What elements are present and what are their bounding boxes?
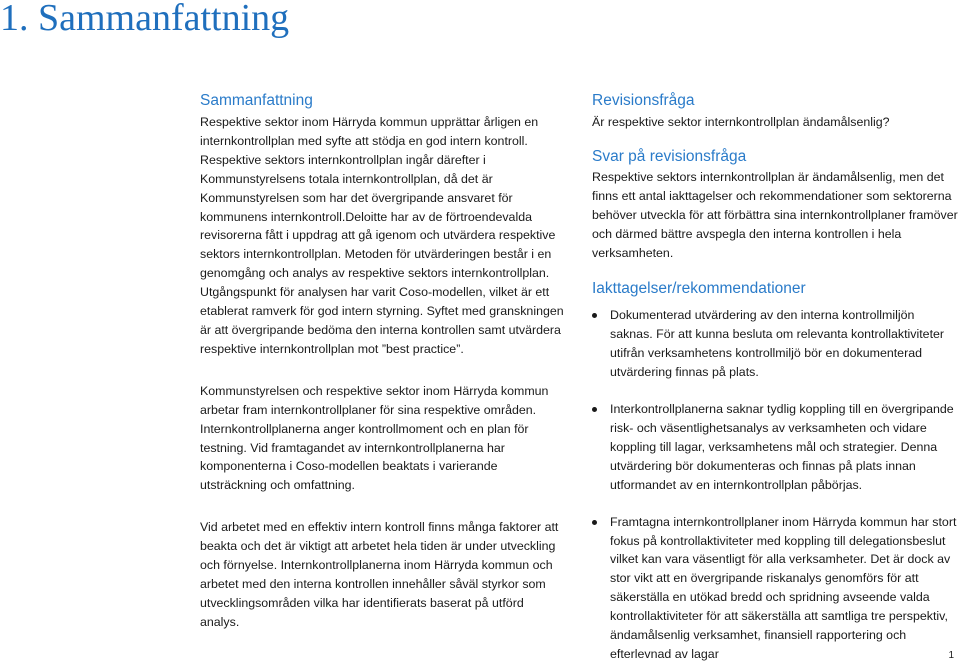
bullet-icon — [592, 407, 597, 412]
audit-column — [592, 90, 958, 664]
observation-text: Dokumenterad utvärdering av den interna kontrollmiljön saknas. För att kunna besluta om relevanta kontrollaktiviteter utifrån verksamhetens kontrollmiljö bör en dokumenterad utvärdering finnas på plats. — [610, 308, 945, 380]
observations-heading: Iakttagelser/rekommendationer — [592, 280, 806, 298]
summary-paragraph-3: Vid arbetet med en effektiv intern kontroll finns många faktorer att beakta och det är viktigt att arbetet hela tiden är under utveckling och förnyelse. Internkontrollplanerna inom Härryda kommun och arbetet med den interna kontrollen innehåller såväl styrkor som utvecklingsområden vilka har identifierats baserat på utförd analys. — [200, 520, 559, 629]
audit-answer-heading: Svar på revisionsfråga — [592, 147, 747, 165]
audit-answer-text: Respektive sektors internkontrollplan är ändamålsenlig, men det finns ett antal iakttagelser och rekommendationer som sektorerna behöver utveckla för att förbättra sina internkontrollplaner framöver och därmed bättre avspegla den interna kontrollen i hela verksamheten. — [592, 169, 958, 260]
summary-column — [200, 90, 565, 632]
observation-item — [592, 513, 958, 664]
summary-paragraph-2: Kommunstyrelsen och respektive sektor inom Härryda kommun arbetar fram internkontrollplaner för sina respektive områden. Internkontrollplanerna anger kontrollmoment och en plan för testning. Vid framtagandet av internkontrollplanerna har komponenterna i Coso-modellen beaktats i varierande utsträckning och omfattning. — [200, 383, 549, 493]
bullet-icon — [592, 313, 597, 318]
audit-question-heading: Revisionsfråga — [592, 92, 695, 109]
observation-text: Framtagna internkontrollplaner inom Härryda kommun har stort fokus på kontrollaktiviteter med koppling till delegationsbeslut vilket kan vara väsentligt för alla verksamheter. Det är dock av stor vikt att en övergripande riskanalys genomförs för att säkerställa en utökad bredd och spridning avseende valda kontrollaktiviteter för att säkerställa att samtliga tre perspektiv, ändamålsenlig verksamhet, finansiell rapportering och efterlevnad av lagar — [610, 514, 957, 661]
chapter-title: 1. Sammanfattning — [0, 0, 290, 39]
audit-question-text: Är respektive sektor internkontrollplan ändamålsenlig? — [592, 115, 890, 129]
observation-item — [592, 306, 958, 382]
observations-list — [592, 306, 958, 663]
summary-paragraph-1: Respektive sektor inom Härryda kommun upprättar årligen en internkontrollplan med syfte att stödja en god intern kontroll. Respektive sektors internkontrollplan ingår därefter i Kommunstyrelsens totala internkontrollplan, då det är Kommunstyrelsen som har det övergripande ansvaret för kommunens internkontroll.Deloitte har av de förtroendevalda revisorerna fått i uppdrag att gå igenom och utvärdera respektive sektors internkontrollplan. Metoden för utvärderingen består i en genomgång och analys av respektive sektors internkontrollplan. Utgångspunkt för analysen har varit Coso-modellen, vilket är ett etablerat ramverk för god intern styrning. Syftet med granskningen är att övergripande bedöma den interna kontrollen samt utvärdera respektive internkontrollplan mot ”best practice”. — [200, 115, 564, 356]
summary-heading: Sammanfattning — [200, 92, 313, 109]
page-number: 1 — [948, 650, 954, 661]
bullet-icon — [592, 520, 597, 525]
observation-text: Interkontrollplanerna saknar tydlig koppling till en övergripande risk- och väsentlighetsanalys av verksamheten och vidare koppling till lagar, verksamhetens mål och strategier. Denna utvärdering bör dokumenteras och finnas på plats innan utformandet av en internkontrollplan påbörjas. — [610, 402, 954, 492]
observation-item — [592, 400, 958, 495]
